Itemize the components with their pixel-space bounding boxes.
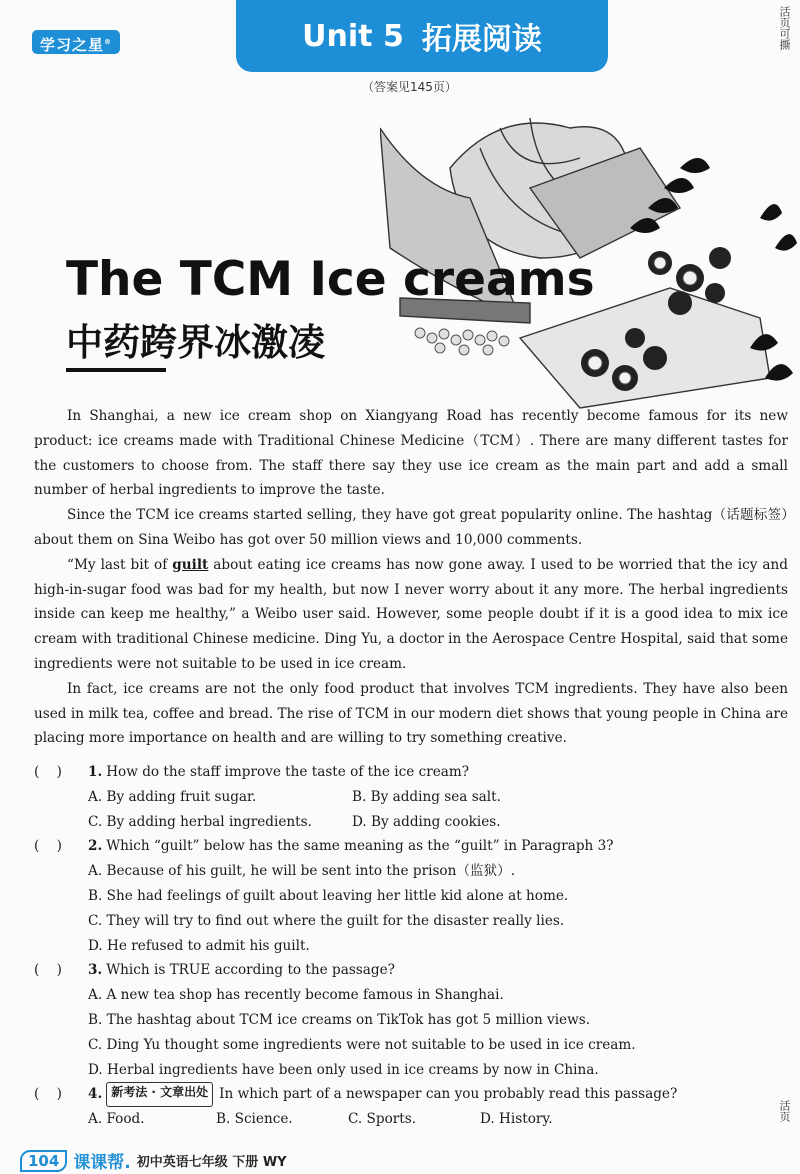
unit-title: Unit 5 — [302, 18, 404, 54]
question-type-tag: 新考法 · 文章出处 — [106, 1082, 213, 1107]
question-list — [34, 760, 788, 1132]
paragraph-1: In Shanghai, a new ice cream shop on Xiangyang Road has recently become famous for its new product: ice creams made with Traditional Chinese Medicine（TCM）. There are many different tastes for the customers to choose from. The staff there say they use ice cream as the main part and add a small number of herbal ingredients to improve the taste. — [34, 408, 788, 499]
answer-note: （答案见145页） — [362, 80, 457, 94]
paragraph-3: “My last bit of guilt about eating ice creams has now gone away. I used to be worried that the icy and high-in-sugar food was bad for my health, but now I never worry about it any more. The herbal ingredients inside can keep me healthy,” a Weibo user said. However, some people doubt if it is a good idea to mix ice cream with traditional Chinese medicine. Ding Yu, a doctor in the Aerospace Centre Hospital, said that some ingredients were not suitable to be used in ice cream. — [34, 556, 788, 672]
option: B. By adding sea salt. — [352, 788, 501, 805]
side-tear-label: 活页可撕 — [778, 6, 791, 50]
book-title: 初中英语七年级 下册 WY — [136, 1155, 287, 1170]
footer-brand: 课课帮. — [73, 1153, 131, 1173]
option: C. By adding herbal ingredients. — [88, 813, 312, 830]
option: C. Ding Yu thought some ingredients were not suitable to be used in ice cream. — [88, 1036, 636, 1053]
option: A. By adding fruit sugar. — [88, 788, 257, 805]
question-1: ( ) 1. How do the staff improve the taste of the ice cream? — [34, 760, 788, 785]
option: A. Food. — [88, 1111, 145, 1128]
question-stem: In which part of a newspaper can you probably read this passage? — [219, 1086, 678, 1103]
side-tear-label-bottom: 活页 — [778, 1100, 791, 1122]
option: D. Herbal ingredients have been only used in ice creams by now in China. — [88, 1061, 599, 1078]
option: A. A new tea shop has recently become famous in Shanghai. — [88, 987, 504, 1004]
question-3: ( ) 3. Which is TRUE according to the passage? — [34, 958, 788, 983]
paragraph-4: In fact, ice creams are not the only food product that involves TCM ingredients. They have also been used in milk tea, coffee and bread. The rise of TCM in our modern diet shows that young people in China are placing more importance on health and are willing to try something creative. — [34, 680, 788, 747]
question-stem: Which “guilt” below has the same meaning as the “guilt” in Paragraph 3? — [106, 838, 614, 855]
article-title-cn: 中药跨界冰激凌 — [66, 321, 325, 364]
question-2: ( ) 2. Which “guilt” below has the same meaning as the “guilt” in Paragraph 3? — [34, 834, 788, 859]
unit-banner — [236, 0, 608, 72]
keyword-guilt: guilt — [172, 556, 209, 573]
page-number: 104 — [20, 1150, 67, 1172]
paragraph-2: Since the TCM ice creams started selling, they have got great popularity online. The hashtag（话题标签）about them on Sina Weibo has got over 50 million views and 10,000 comments. — [34, 507, 788, 548]
brand-logo: 学习之星® — [32, 30, 120, 54]
option: B. The hashtag about TCM ice creams on TikTok has got 5 million views. — [88, 1011, 591, 1028]
option: D. By adding cookies. — [352, 813, 501, 830]
answer-blank[interactable]: ( ) — [34, 1086, 62, 1103]
option: B. Science. — [216, 1111, 293, 1128]
option: C. They will try to find out where the guilt for the disaster really lies. — [88, 912, 565, 929]
reading-passage — [34, 404, 788, 751]
unit-subtitle: 拓展阅读 — [421, 22, 542, 57]
option: D. He refused to admit his guilt. — [88, 937, 310, 954]
option: C. Sports. — [348, 1111, 417, 1128]
option: D. History. — [480, 1111, 553, 1128]
page-footer — [20, 1148, 287, 1173]
article-title-en: The TCM Ice creams — [66, 252, 595, 307]
answer-blank[interactable]: ( ) — [34, 764, 62, 780]
answer-blank[interactable]: ( ) — [34, 838, 62, 855]
question-stem: Which is TRUE according to the passage? — [106, 962, 395, 979]
answer-blank[interactable]: ( ) — [34, 962, 62, 979]
question-stem: How do the staff improve the taste of the ice cream? — [106, 764, 470, 780]
option: A. Because of his guilt, he will be sent into the prison（监狱）. — [88, 863, 516, 880]
question-4: ( ) 4. 新考法 · 文章出处 In which part of a newspaper can you probably read this passage? — [34, 1082, 788, 1107]
title-underline — [66, 368, 166, 372]
option: B. She had feelings of guilt about leaving her little kid alone at home. — [88, 887, 569, 904]
